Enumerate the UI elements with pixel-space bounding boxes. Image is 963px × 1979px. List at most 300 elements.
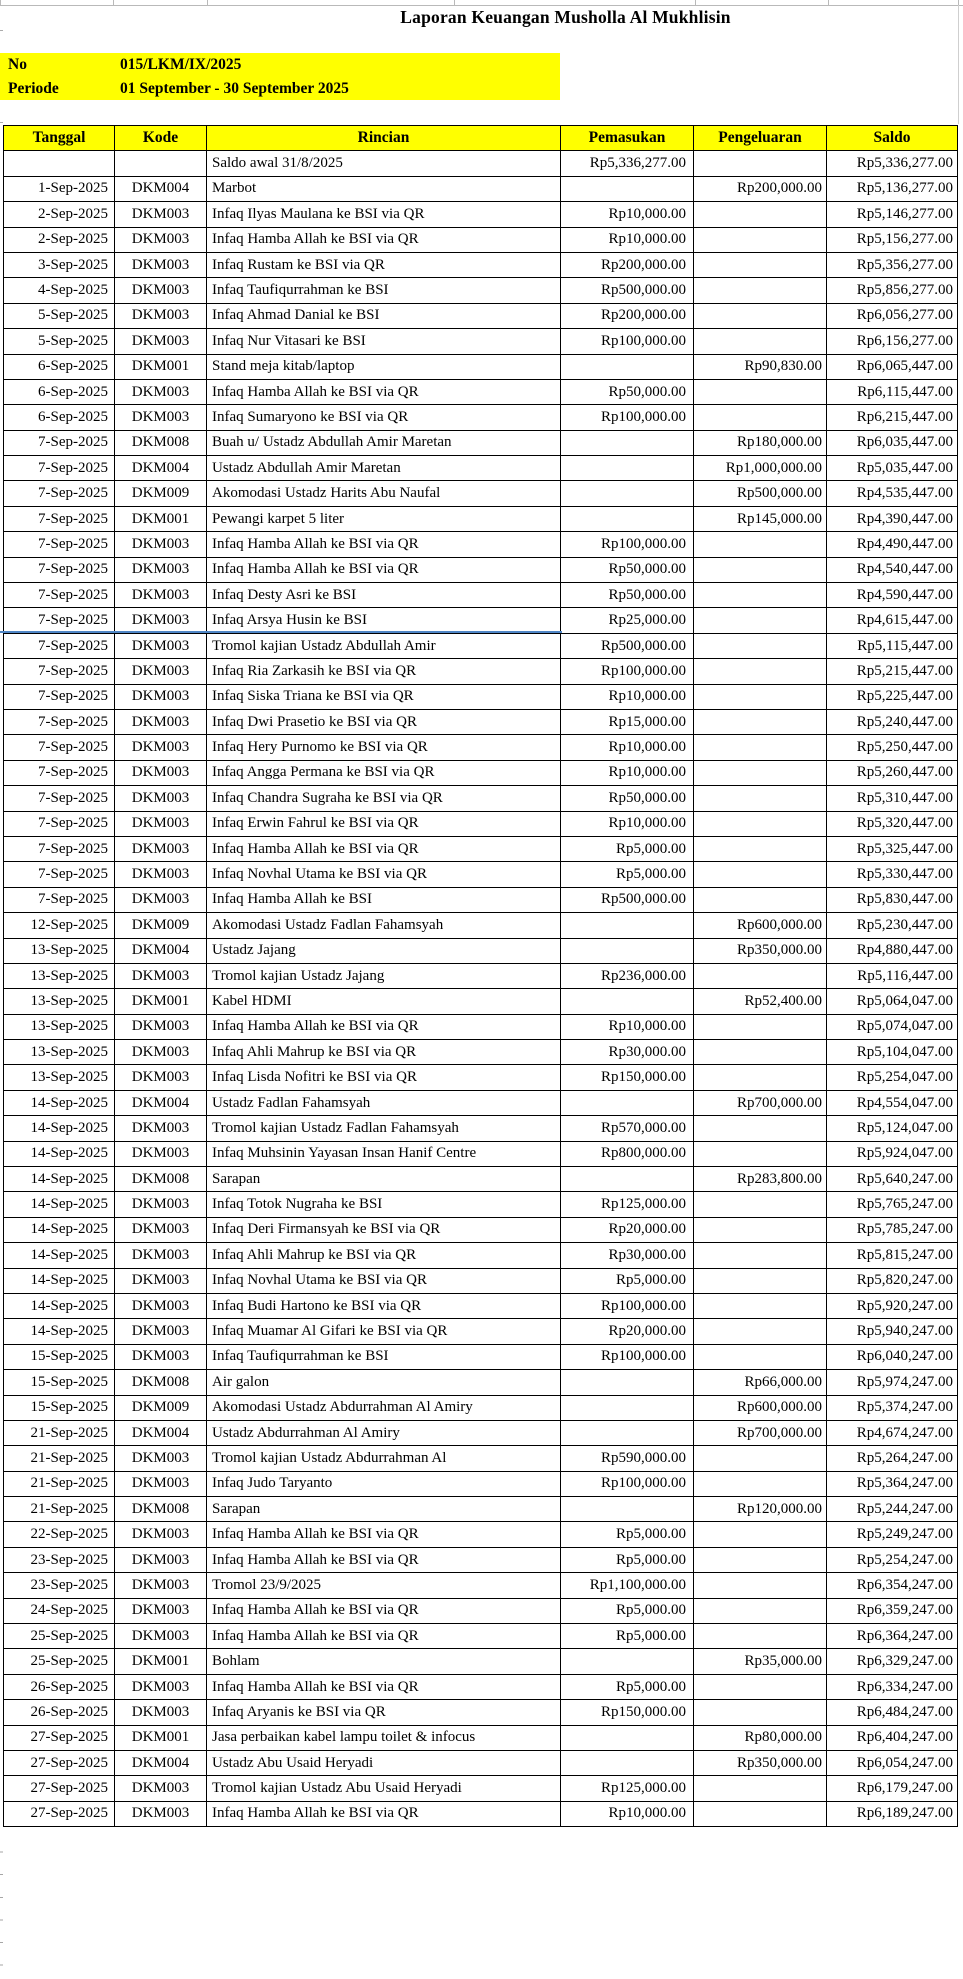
cell-pemasukan[interactable]: Rp5,000.00 (561, 836, 694, 861)
cell-pemasukan[interactable] (561, 176, 694, 201)
cell-tanggal[interactable]: 25-Sep-2025 (4, 1624, 115, 1649)
cell-pengeluaran[interactable] (694, 1446, 827, 1471)
cell-saldo[interactable]: Rp6,054,247.00 (827, 1751, 958, 1776)
cell-saldo[interactable]: Rp5,074,047.00 (827, 1014, 958, 1039)
cell-tanggal[interactable]: 13-Sep-2025 (4, 1065, 115, 1090)
cell-tanggal[interactable]: 7-Sep-2025 (4, 481, 115, 506)
cell-saldo[interactable]: Rp4,590,447.00 (827, 583, 958, 608)
cell-kode[interactable]: DKM004 (115, 1420, 207, 1445)
cell-pengeluaran[interactable] (694, 405, 827, 430)
cell-kode[interactable]: DKM003 (115, 202, 207, 227)
cell-pengeluaran[interactable] (694, 1801, 827, 1826)
cell-pengeluaran[interactable] (694, 1040, 827, 1065)
cell-rincian[interactable]: Tromol kajian Ustadz Abu Usaid Heryadi (207, 1776, 561, 1801)
cell-tanggal[interactable] (4, 151, 115, 176)
cell-saldo[interactable]: Rp5,940,247.00 (827, 1319, 958, 1344)
cell-pemasukan[interactable]: Rp100,000.00 (561, 1293, 694, 1318)
cell-rincian[interactable]: Tromol kajian Ustadz Abdurrahman Al (207, 1446, 561, 1471)
cell-kode[interactable]: DKM008 (115, 430, 207, 455)
cell-pengeluaran[interactable] (694, 1243, 827, 1268)
cell-pemasukan[interactable]: Rp100,000.00 (561, 405, 694, 430)
cell-saldo[interactable]: Rp6,364,247.00 (827, 1624, 958, 1649)
cell-pengeluaran[interactable] (694, 557, 827, 582)
cell-saldo[interactable]: Rp5,830,447.00 (827, 887, 958, 912)
cell-rincian[interactable]: Infaq Arsya Husin ke BSI (207, 608, 561, 633)
cell-rincian[interactable]: Ustadz Abdullah Amir Maretan (207, 456, 561, 481)
cell-saldo[interactable]: Rp5,064,047.00 (827, 989, 958, 1014)
cell-kode[interactable]: DKM009 (115, 913, 207, 938)
cell-saldo[interactable]: Rp5,116,447.00 (827, 963, 958, 988)
cell-rincian[interactable]: Infaq Hamba Allah ke BSI via QR (207, 1014, 561, 1039)
cell-pengeluaran[interactable] (694, 1573, 827, 1598)
cell-kode[interactable]: DKM003 (115, 1573, 207, 1598)
cell-rincian[interactable]: Bohlam (207, 1649, 561, 1674)
cell-saldo[interactable]: Rp5,156,277.00 (827, 227, 958, 252)
report-no-label[interactable]: No (8, 56, 27, 73)
cell-kode[interactable]: DKM003 (115, 760, 207, 785)
cell-tanggal[interactable]: 13-Sep-2025 (4, 963, 115, 988)
cell-pengeluaran[interactable] (694, 532, 827, 557)
cell-rincian[interactable]: Infaq Muamar Al Gifari ke BSI via QR (207, 1319, 561, 1344)
cell-kode[interactable]: DKM003 (115, 1624, 207, 1649)
cell-kode[interactable]: DKM003 (115, 405, 207, 430)
cell-rincian[interactable]: Infaq Aryanis ke BSI via QR (207, 1700, 561, 1725)
cell-pemasukan[interactable]: Rp1,100,000.00 (561, 1573, 694, 1598)
cell-tanggal[interactable]: 7-Sep-2025 (4, 430, 115, 455)
cell-pemasukan[interactable] (561, 481, 694, 506)
cell-tanggal[interactable]: 21-Sep-2025 (4, 1446, 115, 1471)
cell-saldo[interactable]: Rp5,374,247.00 (827, 1395, 958, 1420)
cell-rincian[interactable]: Ustadz Abdurrahman Al Amiry (207, 1420, 561, 1445)
cell-rincian[interactable]: Infaq Ahmad Danial ke BSI (207, 303, 561, 328)
cell-pemasukan[interactable]: Rp5,000.00 (561, 862, 694, 887)
cell-pengeluaran[interactable]: Rp145,000.00 (694, 506, 827, 531)
cell-saldo[interactable]: Rp5,215,447.00 (827, 659, 958, 684)
cell-pengeluaran[interactable] (694, 1065, 827, 1090)
cell-saldo[interactable]: Rp5,920,247.00 (827, 1293, 958, 1318)
cell-pengeluaran[interactable] (694, 760, 827, 785)
col-header-pemasukan[interactable]: Pemasukan (561, 126, 694, 151)
cell-pemasukan[interactable]: Rp10,000.00 (561, 202, 694, 227)
cell-saldo[interactable]: Rp6,056,277.00 (827, 303, 958, 328)
cell-rincian[interactable]: Infaq Lisda Nofitri ke BSI via QR (207, 1065, 561, 1090)
cell-kode[interactable]: DKM003 (115, 1598, 207, 1623)
cell-pengeluaran[interactable]: Rp350,000.00 (694, 938, 827, 963)
cell-pemasukan[interactable] (561, 989, 694, 1014)
cell-tanggal[interactable]: 14-Sep-2025 (4, 1141, 115, 1166)
cell-pemasukan[interactable]: Rp50,000.00 (561, 557, 694, 582)
cell-pemasukan[interactable]: Rp100,000.00 (561, 532, 694, 557)
report-periode-label[interactable]: Periode (8, 79, 59, 97)
cell-tanggal[interactable]: 7-Sep-2025 (4, 456, 115, 481)
cell-tanggal[interactable]: 1-Sep-2025 (4, 176, 115, 201)
cell-saldo[interactable]: Rp4,535,447.00 (827, 481, 958, 506)
cell-kode[interactable]: DKM003 (115, 1801, 207, 1826)
cell-saldo[interactable]: Rp5,815,247.00 (827, 1243, 958, 1268)
cell-pemasukan[interactable]: Rp10,000.00 (561, 1801, 694, 1826)
cell-saldo[interactable]: Rp6,065,447.00 (827, 354, 958, 379)
cell-pemasukan[interactable]: Rp500,000.00 (561, 887, 694, 912)
cell-kode[interactable]: DKM001 (115, 354, 207, 379)
cell-pengeluaran[interactable] (694, 329, 827, 354)
cell-rincian[interactable]: Infaq Taufiqurrahman ke BSI (207, 278, 561, 303)
cell-kode[interactable]: DKM003 (115, 329, 207, 354)
cell-tanggal[interactable]: 13-Sep-2025 (4, 1014, 115, 1039)
cell-pemasukan[interactable]: Rp50,000.00 (561, 379, 694, 404)
cell-pengeluaran[interactable]: Rp350,000.00 (694, 1751, 827, 1776)
cell-kode[interactable]: DKM001 (115, 1649, 207, 1674)
cell-kode[interactable]: DKM004 (115, 456, 207, 481)
cell-pemasukan[interactable]: Rp590,000.00 (561, 1446, 694, 1471)
cell-saldo[interactable]: Rp5,330,447.00 (827, 862, 958, 887)
cell-pemasukan[interactable] (561, 1370, 694, 1395)
cell-rincian[interactable]: Infaq Desty Asri ke BSI (207, 583, 561, 608)
cell-rincian[interactable]: Saldo awal 31/8/2025 (207, 151, 561, 176)
cell-kode[interactable]: DKM003 (115, 836, 207, 861)
cell-kode[interactable]: DKM003 (115, 1217, 207, 1242)
cell-kode[interactable]: DKM004 (115, 1751, 207, 1776)
cell-kode[interactable]: DKM003 (115, 1268, 207, 1293)
cell-saldo[interactable]: Rp5,364,247.00 (827, 1471, 958, 1496)
cell-saldo[interactable]: Rp5,260,447.00 (827, 760, 958, 785)
cell-pengeluaran[interactable]: Rp120,000.00 (694, 1497, 827, 1522)
cell-kode[interactable]: DKM003 (115, 709, 207, 734)
cell-pengeluaran[interactable]: Rp600,000.00 (694, 1395, 827, 1420)
cell-tanggal[interactable]: 12-Sep-2025 (4, 913, 115, 938)
col-header-kode[interactable]: Kode (115, 126, 207, 151)
cell-kode[interactable]: DKM003 (115, 887, 207, 912)
cell-saldo[interactable]: Rp5,765,247.00 (827, 1192, 958, 1217)
cell-pemasukan[interactable] (561, 456, 694, 481)
cell-pemasukan[interactable]: Rp200,000.00 (561, 252, 694, 277)
cell-pengeluaran[interactable] (694, 633, 827, 658)
cell-tanggal[interactable]: 26-Sep-2025 (4, 1700, 115, 1725)
cell-tanggal[interactable]: 6-Sep-2025 (4, 405, 115, 430)
cell-saldo[interactable]: Rp5,124,047.00 (827, 1116, 958, 1141)
cell-pemasukan[interactable]: Rp125,000.00 (561, 1776, 694, 1801)
cell-pengeluaran[interactable] (694, 1547, 827, 1572)
cell-pengeluaran[interactable] (694, 379, 827, 404)
cell-pemasukan[interactable] (561, 1420, 694, 1445)
cell-tanggal[interactable]: 26-Sep-2025 (4, 1674, 115, 1699)
cell-tanggal[interactable]: 21-Sep-2025 (4, 1497, 115, 1522)
cell-kode[interactable]: DKM003 (115, 633, 207, 658)
cell-kode[interactable]: DKM003 (115, 659, 207, 684)
cell-tanggal[interactable]: 27-Sep-2025 (4, 1751, 115, 1776)
cell-saldo[interactable]: Rp6,040,247.00 (827, 1344, 958, 1369)
cell-saldo[interactable]: Rp6,035,447.00 (827, 430, 958, 455)
cell-rincian[interactable]: Infaq Deri Firmansyah ke BSI via QR (207, 1217, 561, 1242)
cell-pengeluaran[interactable] (694, 1217, 827, 1242)
cell-kode[interactable]: DKM003 (115, 303, 207, 328)
cell-pengeluaran[interactable] (694, 151, 827, 176)
cell-pemasukan[interactable]: Rp200,000.00 (561, 303, 694, 328)
report-periode-value[interactable]: 01 September - 30 September 2025 (120, 79, 349, 97)
cell-rincian[interactable]: Infaq Hamba Allah ke BSI via QR (207, 1598, 561, 1623)
cell-pengeluaran[interactable] (694, 1674, 827, 1699)
cell-pemasukan[interactable]: Rp30,000.00 (561, 1243, 694, 1268)
cell-kode[interactable]: DKM003 (115, 1192, 207, 1217)
cell-rincian[interactable]: Buah u/ Ustadz Abdullah Amir Maretan (207, 430, 561, 455)
cell-pemasukan[interactable]: Rp570,000.00 (561, 1116, 694, 1141)
cell-tanggal[interactable]: 4-Sep-2025 (4, 278, 115, 303)
cell-kode[interactable]: DKM004 (115, 1090, 207, 1115)
cell-kode[interactable]: DKM003 (115, 1065, 207, 1090)
cell-rincian[interactable]: Infaq Novhal Utama ke BSI via QR (207, 1268, 561, 1293)
cell-saldo[interactable]: Rp5,356,277.00 (827, 252, 958, 277)
cell-kode[interactable]: DKM001 (115, 1725, 207, 1750)
cell-pemasukan[interactable]: Rp20,000.00 (561, 1217, 694, 1242)
cell-saldo[interactable]: Rp6,354,247.00 (827, 1573, 958, 1598)
cell-saldo[interactable]: Rp6,484,247.00 (827, 1700, 958, 1725)
cell-pengeluaran[interactable]: Rp1,000,000.00 (694, 456, 827, 481)
cell-pengeluaran[interactable] (694, 1192, 827, 1217)
cell-kode[interactable]: DKM004 (115, 938, 207, 963)
cell-pemasukan[interactable] (561, 506, 694, 531)
cell-pengeluaran[interactable]: Rp35,000.00 (694, 1649, 827, 1674)
cell-kode[interactable]: DKM003 (115, 1522, 207, 1547)
cell-rincian[interactable]: Infaq Chandra Sugraha ke BSI via QR (207, 786, 561, 811)
cell-kode[interactable]: DKM003 (115, 1674, 207, 1699)
cell-rincian[interactable]: Stand meja kitab/laptop (207, 354, 561, 379)
cell-rincian[interactable]: Infaq Hamba Allah ke BSI via QR (207, 557, 561, 582)
cell-kode[interactable]: DKM003 (115, 735, 207, 760)
cell-saldo[interactable]: Rp5,250,447.00 (827, 735, 958, 760)
cell-rincian[interactable]: Infaq Sumaryono ke BSI via QR (207, 405, 561, 430)
cell-saldo[interactable]: Rp6,179,247.00 (827, 1776, 958, 1801)
cell-kode[interactable]: DKM003 (115, 862, 207, 887)
cell-rincian[interactable]: Infaq Erwin Fahrul ke BSI via QR (207, 811, 561, 836)
cell-saldo[interactable]: Rp6,404,247.00 (827, 1725, 958, 1750)
cell-kode[interactable]: DKM003 (115, 608, 207, 633)
cell-saldo[interactable]: Rp5,136,277.00 (827, 176, 958, 201)
cell-saldo[interactable]: Rp5,104,047.00 (827, 1040, 958, 1065)
cell-rincian[interactable]: Tromol 23/9/2025 (207, 1573, 561, 1598)
cell-kode[interactable]: DKM001 (115, 989, 207, 1014)
col-header-tanggal[interactable]: Tanggal (4, 126, 115, 151)
cell-pengeluaran[interactable] (694, 659, 827, 684)
cell-rincian[interactable]: Infaq Hamba Allah ke BSI via QR (207, 1547, 561, 1572)
cell-pengeluaran[interactable] (694, 1116, 827, 1141)
cell-kode[interactable]: DKM003 (115, 1446, 207, 1471)
cell-kode[interactable]: DKM003 (115, 786, 207, 811)
cell-kode[interactable]: DKM003 (115, 1141, 207, 1166)
cell-pengeluaran[interactable] (694, 1700, 827, 1725)
cell-pengeluaran[interactable]: Rp80,000.00 (694, 1725, 827, 1750)
cell-pemasukan[interactable]: Rp50,000.00 (561, 786, 694, 811)
cell-kode[interactable]: DKM008 (115, 1370, 207, 1395)
cell-pengeluaran[interactable] (694, 811, 827, 836)
cell-rincian[interactable]: Ustadz Jajang (207, 938, 561, 963)
cell-pengeluaran[interactable]: Rp200,000.00 (694, 176, 827, 201)
cell-kode[interactable]: DKM003 (115, 1116, 207, 1141)
cell-tanggal[interactable]: 14-Sep-2025 (4, 1192, 115, 1217)
cell-saldo[interactable]: Rp4,390,447.00 (827, 506, 958, 531)
cell-kode[interactable]: DKM003 (115, 811, 207, 836)
cell-pemasukan[interactable]: Rp150,000.00 (561, 1700, 694, 1725)
cell-saldo[interactable]: Rp5,856,277.00 (827, 278, 958, 303)
cell-saldo[interactable]: Rp5,785,247.00 (827, 1217, 958, 1242)
cell-saldo[interactable]: Rp5,310,447.00 (827, 786, 958, 811)
cell-pemasukan[interactable]: Rp10,000.00 (561, 735, 694, 760)
cell-tanggal[interactable]: 2-Sep-2025 (4, 202, 115, 227)
cell-kode[interactable]: DKM004 (115, 176, 207, 201)
cell-kode[interactable]: DKM003 (115, 379, 207, 404)
cell-kode[interactable]: DKM003 (115, 227, 207, 252)
cell-tanggal[interactable]: 7-Sep-2025 (4, 836, 115, 861)
cell-saldo[interactable]: Rp5,974,247.00 (827, 1370, 958, 1395)
cell-rincian[interactable]: Infaq Angga Permana ke BSI via QR (207, 760, 561, 785)
cell-pemasukan[interactable]: Rp100,000.00 (561, 659, 694, 684)
cell-tanggal[interactable]: 14-Sep-2025 (4, 1167, 115, 1192)
cell-tanggal[interactable]: 7-Sep-2025 (4, 811, 115, 836)
cell-saldo[interactable]: Rp5,264,247.00 (827, 1446, 958, 1471)
cell-tanggal[interactable]: 15-Sep-2025 (4, 1370, 115, 1395)
col-header-rincian[interactable]: Rincian (207, 126, 561, 151)
cell-rincian[interactable]: Ustadz Fadlan Fahamsyah (207, 1090, 561, 1115)
cell-tanggal[interactable]: 14-Sep-2025 (4, 1293, 115, 1318)
cell-rincian[interactable]: Infaq Nur Vitasari ke BSI (207, 329, 561, 354)
cell-kode[interactable]: DKM009 (115, 1395, 207, 1420)
cell-kode[interactable]: DKM003 (115, 1243, 207, 1268)
cell-kode[interactable]: DKM003 (115, 963, 207, 988)
cell-pemasukan[interactable]: Rp5,000.00 (561, 1674, 694, 1699)
cell-rincian[interactable]: Kabel HDMI (207, 989, 561, 1014)
cell-saldo[interactable]: Rp5,249,247.00 (827, 1522, 958, 1547)
cell-pemasukan[interactable]: Rp150,000.00 (561, 1065, 694, 1090)
cell-pengeluaran[interactable] (694, 278, 827, 303)
cell-kode[interactable]: DKM008 (115, 1167, 207, 1192)
cell-pemasukan[interactable] (561, 1751, 694, 1776)
cell-pengeluaran[interactable]: Rp700,000.00 (694, 1420, 827, 1445)
cell-tanggal[interactable]: 7-Sep-2025 (4, 583, 115, 608)
cell-rincian[interactable]: Ustadz Abu Usaid Heryadi (207, 1751, 561, 1776)
cell-pemasukan[interactable]: Rp5,000.00 (561, 1598, 694, 1623)
cell-pemasukan[interactable] (561, 1395, 694, 1420)
cell-rincian[interactable]: Infaq Hamba Allah ke BSI via QR (207, 532, 561, 557)
cell-kode[interactable]: DKM003 (115, 1776, 207, 1801)
cell-pemasukan[interactable]: Rp10,000.00 (561, 1014, 694, 1039)
cell-rincian[interactable]: Akomodasi Ustadz Abdurrahman Al Amiry (207, 1395, 561, 1420)
cell-rincian[interactable]: Infaq Ilyas Maulana ke BSI via QR (207, 202, 561, 227)
cell-rincian[interactable]: Sarapan (207, 1497, 561, 1522)
cell-pengeluaran[interactable] (694, 1522, 827, 1547)
report-title[interactable]: Laporan Keuangan Musholla Al Mukhlisin (400, 7, 731, 27)
cell-pengeluaran[interactable]: Rp66,000.00 (694, 1370, 827, 1395)
cell-tanggal[interactable]: 7-Sep-2025 (4, 532, 115, 557)
cell-tanggal[interactable]: 7-Sep-2025 (4, 506, 115, 531)
cell-rincian[interactable]: Tromol kajian Ustadz Abdullah Amir (207, 633, 561, 658)
cell-pengeluaran[interactable]: Rp500,000.00 (694, 481, 827, 506)
cell-saldo[interactable]: Rp5,325,447.00 (827, 836, 958, 861)
cell-tanggal[interactable]: 27-Sep-2025 (4, 1801, 115, 1826)
col-header-saldo[interactable]: Saldo (827, 126, 958, 151)
cell-pengeluaran[interactable] (694, 1319, 827, 1344)
cell-saldo[interactable]: Rp4,674,247.00 (827, 1420, 958, 1445)
cell-saldo[interactable]: Rp6,215,447.00 (827, 405, 958, 430)
cell-rincian[interactable]: Sarapan (207, 1167, 561, 1192)
cell-tanggal[interactable]: 7-Sep-2025 (4, 887, 115, 912)
cell-rincian[interactable]: Infaq Ahli Mahrup ke BSI via QR (207, 1040, 561, 1065)
cell-saldo[interactable]: Rp4,490,447.00 (827, 532, 958, 557)
cell-pengeluaran[interactable] (694, 836, 827, 861)
cell-pengeluaran[interactable] (694, 786, 827, 811)
cell-tanggal[interactable]: 23-Sep-2025 (4, 1547, 115, 1572)
cell-kode[interactable]: DKM003 (115, 1319, 207, 1344)
cell-tanggal[interactable]: 6-Sep-2025 (4, 379, 115, 404)
cell-pemasukan[interactable] (561, 913, 694, 938)
cell-tanggal[interactable]: 7-Sep-2025 (4, 862, 115, 887)
cell-rincian[interactable]: Infaq Hamba Allah ke BSI (207, 887, 561, 912)
cell-saldo[interactable]: Rp4,615,447.00 (827, 608, 958, 633)
cell-tanggal[interactable]: 23-Sep-2025 (4, 1573, 115, 1598)
cell-kode[interactable]: DKM003 (115, 557, 207, 582)
cell-rincian[interactable]: Infaq Hamba Allah ke BSI via QR (207, 1801, 561, 1826)
cell-kode[interactable]: DKM003 (115, 1040, 207, 1065)
cell-kode[interactable]: DKM003 (115, 1471, 207, 1496)
cell-tanggal[interactable]: 2-Sep-2025 (4, 227, 115, 252)
cell-saldo[interactable]: Rp5,230,447.00 (827, 913, 958, 938)
cell-tanggal[interactable]: 14-Sep-2025 (4, 1319, 115, 1344)
cell-tanggal[interactable]: 22-Sep-2025 (4, 1522, 115, 1547)
cell-pemasukan[interactable] (561, 1649, 694, 1674)
cell-pengeluaran[interactable] (694, 1344, 827, 1369)
cell-rincian[interactable]: Infaq Taufiqurrahman ke BSI (207, 1344, 561, 1369)
cell-pemasukan[interactable]: Rp5,000.00 (561, 1547, 694, 1572)
cell-pengeluaran[interactable] (694, 1141, 827, 1166)
cell-pemasukan[interactable]: Rp10,000.00 (561, 227, 694, 252)
cell-tanggal[interactable]: 15-Sep-2025 (4, 1344, 115, 1369)
cell-saldo[interactable]: Rp5,336,277.00 (827, 151, 958, 176)
cell-saldo[interactable]: Rp5,115,447.00 (827, 633, 958, 658)
cell-rincian[interactable]: Akomodasi Ustadz Harits Abu Naufal (207, 481, 561, 506)
cell-pemasukan[interactable]: Rp10,000.00 (561, 760, 694, 785)
cell-pemasukan[interactable]: Rp236,000.00 (561, 963, 694, 988)
cell-pemasukan[interactable] (561, 354, 694, 379)
cell-tanggal[interactable]: 7-Sep-2025 (4, 659, 115, 684)
cell-tanggal[interactable]: 7-Sep-2025 (4, 684, 115, 709)
cell-tanggal[interactable]: 14-Sep-2025 (4, 1090, 115, 1115)
cell-pengeluaran[interactable]: Rp52,400.00 (694, 989, 827, 1014)
cell-saldo[interactable]: Rp6,156,277.00 (827, 329, 958, 354)
cell-saldo[interactable]: Rp5,254,047.00 (827, 1065, 958, 1090)
cell-pengeluaran[interactable] (694, 709, 827, 734)
cell-pengeluaran[interactable] (694, 1471, 827, 1496)
cell-pemasukan[interactable] (561, 1167, 694, 1192)
cell-kode[interactable]: DKM003 (115, 1014, 207, 1039)
cell-tanggal[interactable]: 25-Sep-2025 (4, 1649, 115, 1674)
cell-saldo[interactable]: Rp5,240,447.00 (827, 709, 958, 734)
cell-kode[interactable]: DKM001 (115, 506, 207, 531)
cell-rincian[interactable]: Infaq Hamba Allah ke BSI via QR (207, 379, 561, 404)
cell-pengeluaran[interactable]: Rp600,000.00 (694, 913, 827, 938)
cell-tanggal[interactable]: 7-Sep-2025 (4, 557, 115, 582)
cell-rincian[interactable]: Infaq Dwi Prasetio ke BSI via QR (207, 709, 561, 734)
cell-pengeluaran[interactable] (694, 1776, 827, 1801)
cell-pemasukan[interactable] (561, 430, 694, 455)
cell-tanggal[interactable]: 7-Sep-2025 (4, 735, 115, 760)
cell-tanggal[interactable]: 7-Sep-2025 (4, 709, 115, 734)
cell-tanggal[interactable]: 13-Sep-2025 (4, 1040, 115, 1065)
cell-pemasukan[interactable]: Rp100,000.00 (561, 1344, 694, 1369)
cell-rincian[interactable]: Infaq Rustam ke BSI via QR (207, 252, 561, 277)
cell-pemasukan[interactable]: Rp800,000.00 (561, 1141, 694, 1166)
cell-pemasukan[interactable] (561, 938, 694, 963)
cell-pengeluaran[interactable] (694, 1268, 827, 1293)
cell-saldo[interactable]: Rp5,146,277.00 (827, 202, 958, 227)
cell-saldo[interactable]: Rp6,189,247.00 (827, 1801, 958, 1826)
cell-tanggal[interactable]: 3-Sep-2025 (4, 252, 115, 277)
